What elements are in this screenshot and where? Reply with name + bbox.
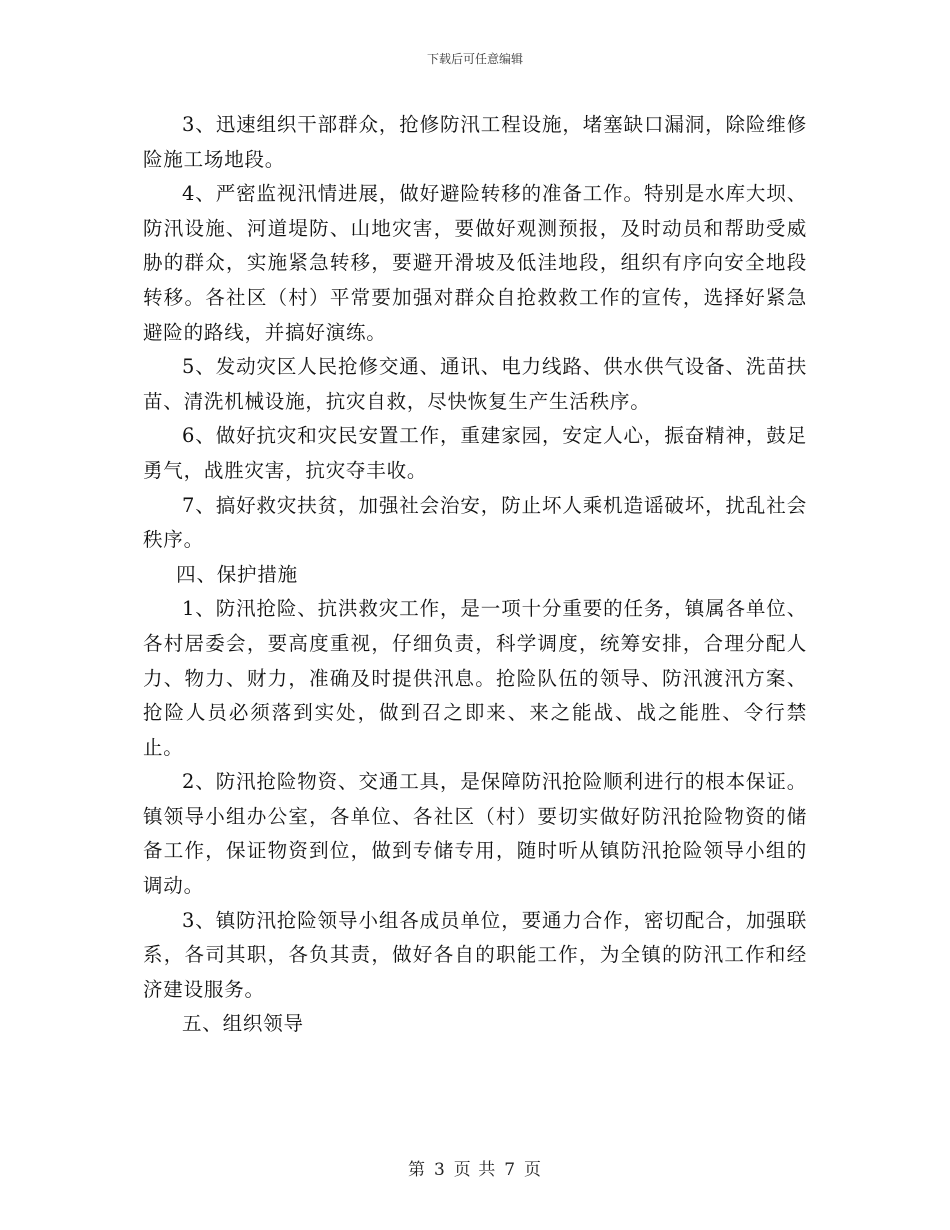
section-heading-protection: 四、保护措施 — [176, 562, 298, 586]
paragraph-item-5-restore: 5、发动灾区人民抢修交通、通讯、电力线路、供水供气设备、洗苗扶苗、清洗机械设施，抗灾自救，尽快恢复生产生活秩序。 — [143, 355, 807, 413]
footer-current-page: 3 — [433, 1160, 446, 1180]
paragraph-protection-2: 2、防汛抢险物资、交通工具，是保障防汛抢险顺利进行的根本保证。镇领导小组办公室，各单位、各社区（村）要切实做好防汛抢险物资的储备工作，保证物资到位，做到专储专用，随时听从镇防汛抢险领导小组的调动。 — [143, 770, 807, 898]
footer-total-pages: 7 — [504, 1160, 517, 1180]
paragraph-item-6-resettle: 6、做好抗灾和灾民安置工作，重建家园，安定人心，振奋精神，鼓足勇气，战胜灾害，抗灾夺丰收。 — [143, 424, 807, 482]
paragraph-protection-1: 1、防汛抢险、抗洪救灾工作，是一项十分重要的任务，镇属各单位、各村居委会，要高度重视，仔细负责，科学调度，统筹安排，合理分配人力、物力、财力，准确及时提供汛息。抢险队伍的领导、防汛渡汛方案、抢险人员必须落到实处，做到召之即来、来之能战、战之能胜、令行禁止。 — [143, 597, 807, 759]
page-header-note: 下载后可任意编辑 — [426, 52, 523, 66]
page-number-footer — [0, 1155, 950, 1180]
section-heading-leadership: 五、组织领导 — [182, 1012, 304, 1036]
footer-middle: 页 共 — [453, 1160, 497, 1180]
paragraph-protection-3: 3、镇防汛抢险领导小组各成员单位，要通力合作，密切配合，加强联系，各司其职，各负其责，做好各自的职能工作，为全镇的防汛工作和经济建设服务。 — [143, 908, 807, 1001]
paragraph-item-3-repair: 3、迅速组织干部群众，抢修防汛工程设施，堵塞缺口漏洞，除险维修险施工场地段。 — [143, 113, 807, 171]
paragraph-item-7-security: 7、搞好救灾扶贫，加强社会治安，防止坏人乘机造谣破坏，扰乱社会秩序。 — [143, 493, 807, 552]
document-body — [143, 108, 807, 1042]
footer-suffix: 页 — [524, 1160, 543, 1180]
paragraph-item-4-monitor: 4、严密监视汛情进展，做好避险转移的准备工作。特别是水库大坝、防汛设施、河道堤防、山地灾害，要做好观测预报，及时动员和帮助受威胁的群众，实施紧急转移，要避开滑坡及低洼地段，组织有序向安全地段转移。各社区（村）平常要加强对群众自抢救救工作的宣传，选择好紧急避险的路线，并搞好演练。 — [143, 182, 807, 344]
footer-prefix: 第 — [407, 1160, 426, 1180]
